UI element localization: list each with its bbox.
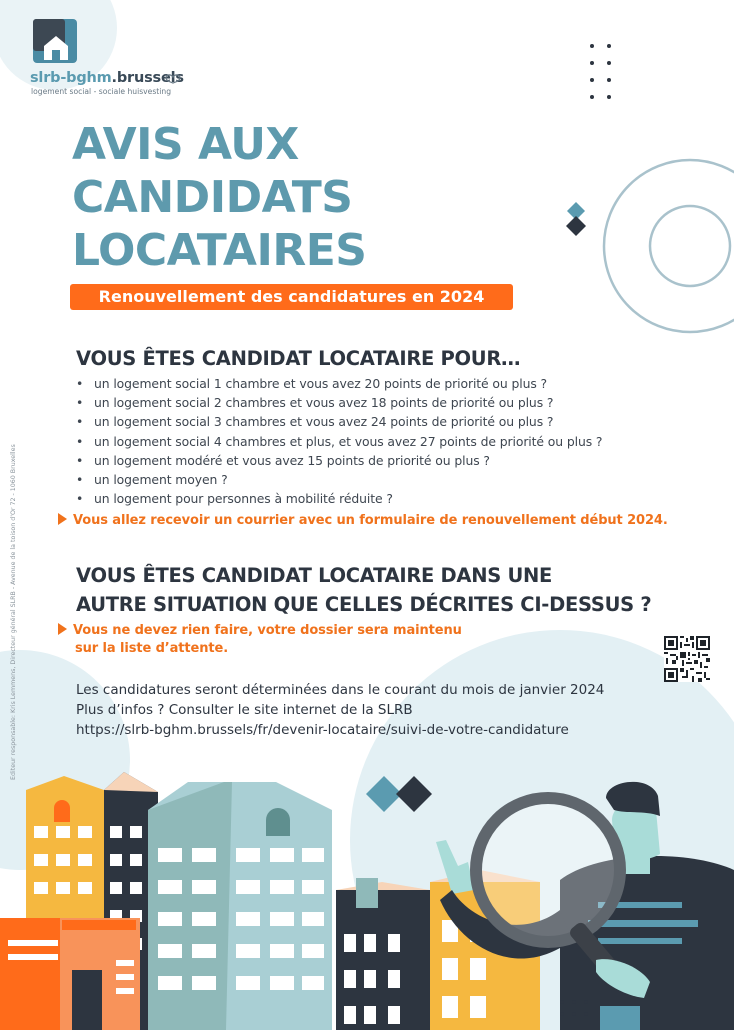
logo-tagline: logement social - sociale huisvesting: [31, 87, 172, 96]
section1-note: Vous allez recevoir un courrier avec un formulaire de renouvellement début 2024.: [58, 512, 668, 530]
eligibility-list: [76, 374, 602, 508]
title-line-1: AVIS AUX: [72, 119, 299, 170]
section2-note: Vous ne devez rien faire, votre dossier sera maintenu: [58, 622, 462, 640]
info-line-2: Plus d’infos ? Consulter le site internet de la SLRB: [76, 702, 413, 718]
title-line-3: LOCATAIRES: [72, 225, 367, 276]
section2-heading-line-2: AUTRE SITUATION QUE CELLES DÉCRITES CI-DESSUS ?: [76, 593, 652, 616]
list-item: • un logement social 1 chambre et vous avez 20 points de priorité ou plus ?: [76, 374, 602, 393]
list-item: • un logement pour personnes à mobilité réduite ?: [76, 489, 602, 508]
logo-name: slrb-bghm.brussels: [30, 70, 184, 86]
section2-note-line-2: sur la liste d’attente.: [75, 641, 229, 656]
publisher-note: Editeur responsable: Kris Lemmens, Directeur général SLRB - Avenue de la toison d'Or 72 - 1060 Bruxelles: [10, 444, 17, 780]
arrow-right-icon: [58, 623, 67, 635]
heart-hands-icon: [164, 72, 182, 84]
info-line-1: Les candidatures seront déterminées dans le courant du mois de janvier 2024: [76, 682, 605, 698]
info-url[interactable]: https://slrb-bghm.brussels/fr/devenir-locataire/suivi-de-votre-candidature: [76, 722, 569, 738]
dot-grid-decoration: [588, 42, 618, 104]
diamond-decoration: [564, 202, 588, 238]
page-title: [72, 118, 502, 277]
renewal-banner: Renouvellement des candidatures en 2024: [70, 284, 513, 310]
right-inner-ring: [650, 206, 730, 286]
section2-heading-line-1: VOUS ÊTES CANDIDAT LOCATAIRE DANS UNE: [76, 564, 553, 587]
list-item: • un logement moyen ?: [76, 470, 602, 489]
list-item: • un logement modéré et vous avez 15 points de priorité ou plus ?: [76, 451, 602, 470]
info-block: [76, 680, 604, 740]
logo-icon: [30, 16, 82, 68]
qr-code-icon[interactable]: [664, 636, 710, 682]
list-item: • un logement social 4 chambres et plus, et vous avez 27 points de priorité ou plus ?: [76, 432, 602, 451]
city-illustration: [0, 770, 734, 1030]
right-outer-ring: [604, 160, 734, 332]
list-item: • un logement social 3 chambres et vous avez 24 points de priorité ou plus ?: [76, 412, 602, 431]
list-item: • un logement social 2 chambres et vous avez 18 points de priorité ou plus ?: [76, 393, 602, 412]
title-line-2: CANDIDATS: [72, 172, 353, 223]
arrow-right-icon: [58, 513, 67, 525]
section1-heading: VOUS ÊTES CANDIDAT LOCATAIRE POUR…: [76, 347, 521, 370]
